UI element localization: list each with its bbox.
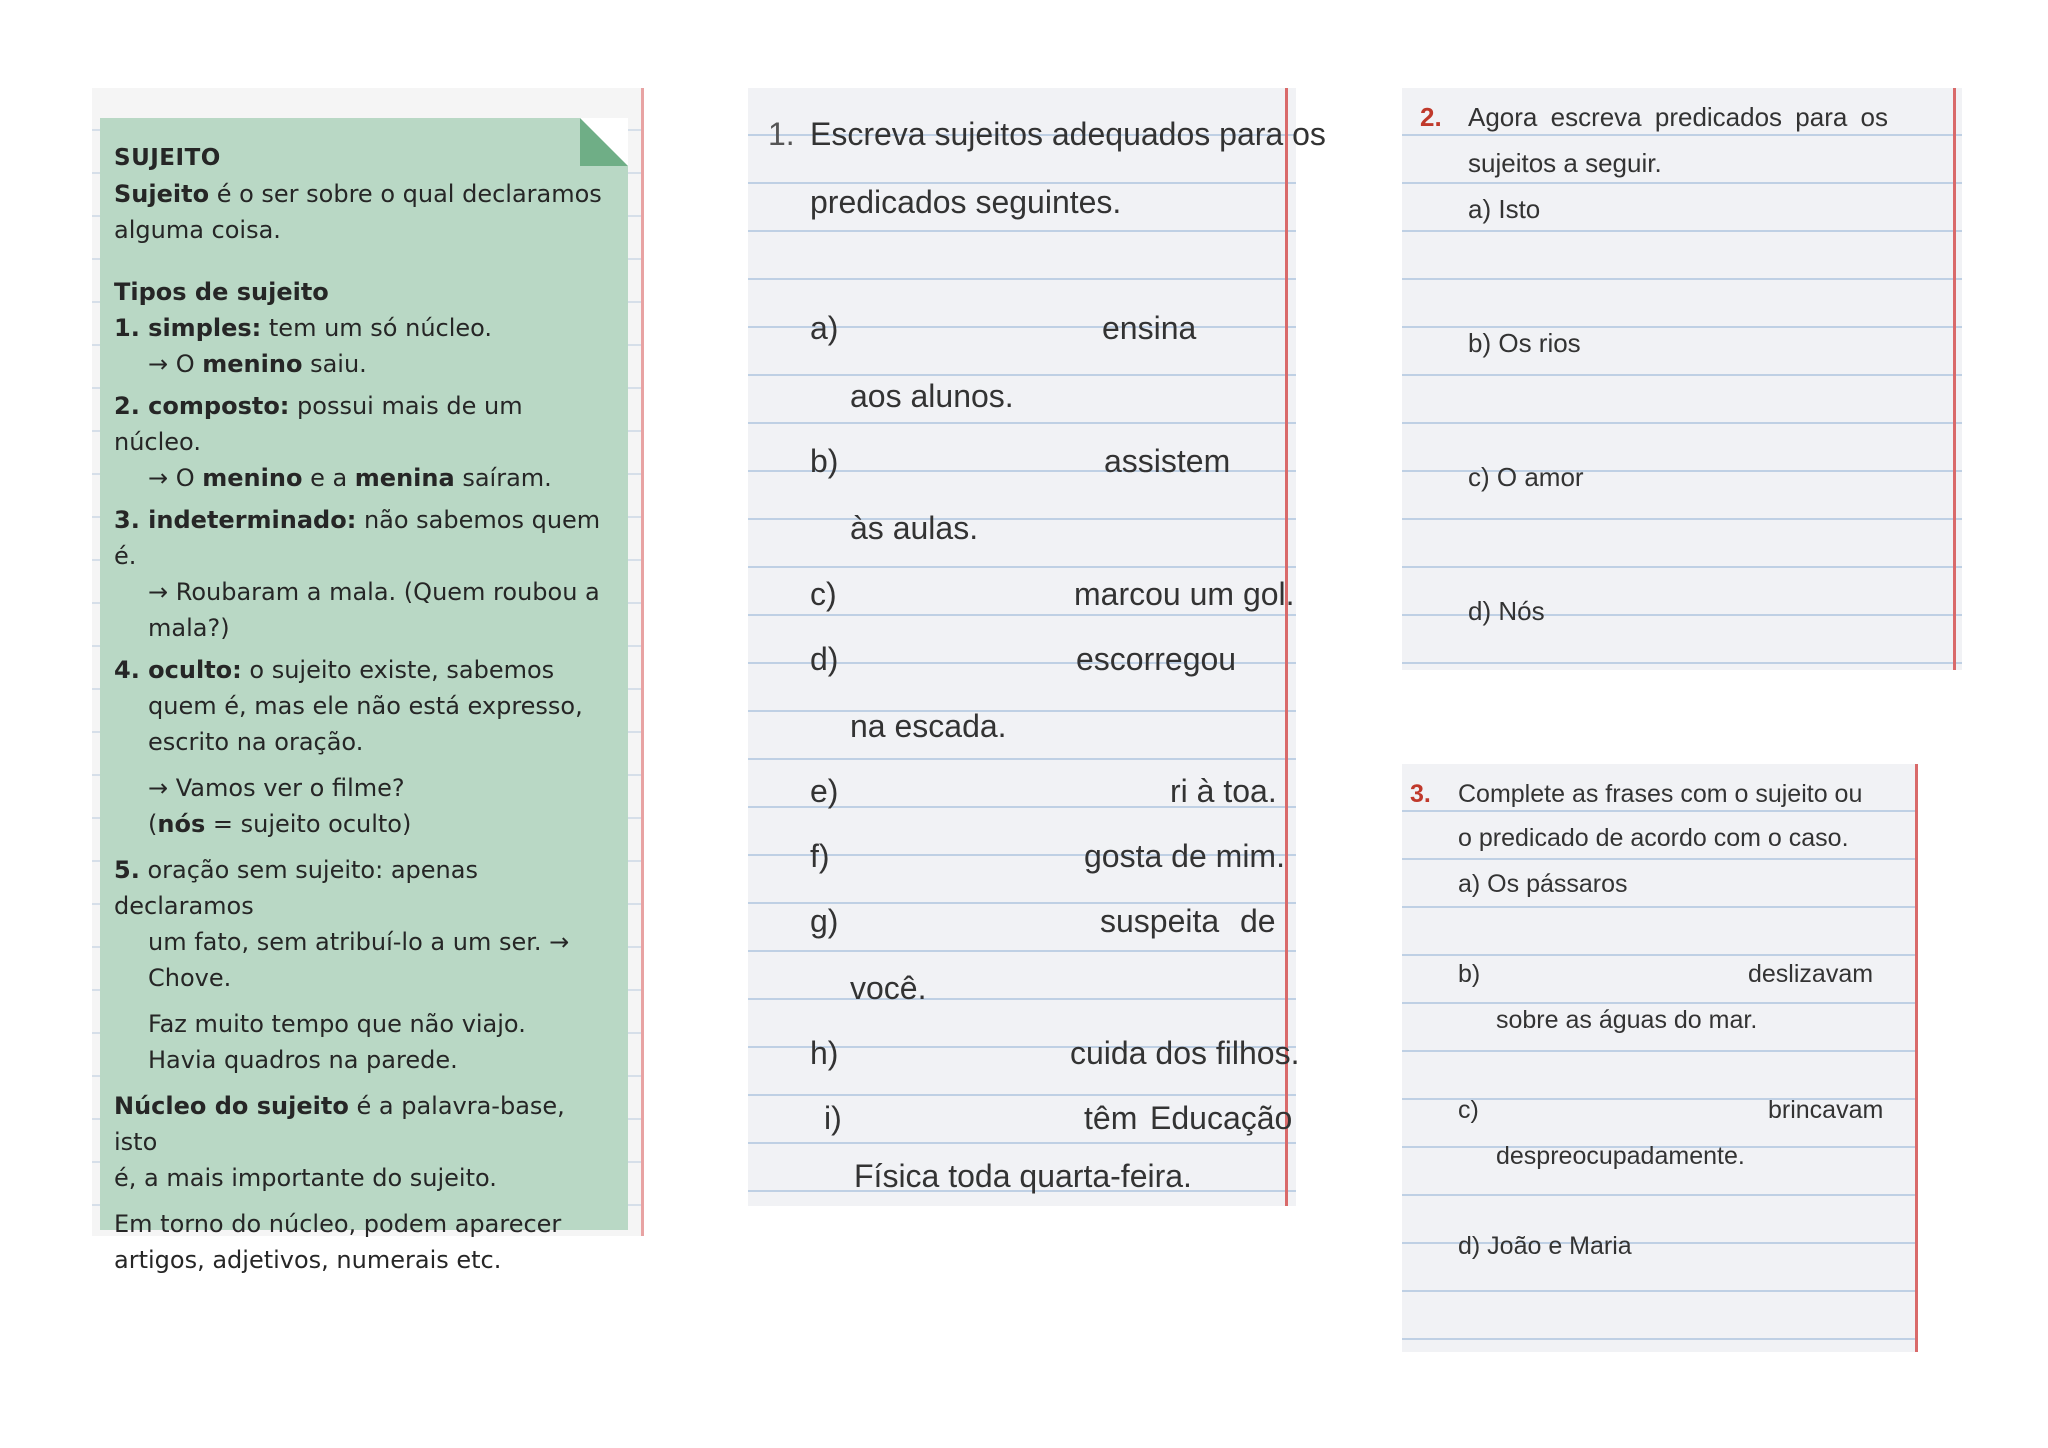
type-example: Faz muito tempo que não viajo. [148,1010,526,1038]
type-number: 3. indeterminado: [114,506,357,534]
item-text: ri à toa. [1170,773,1277,809]
item-label: b) [810,443,839,479]
item-continuation: despreocupadamente. [1496,1142,1745,1170]
type-composto [114,388,612,496]
item-label: c) [810,576,837,612]
type-note: (nós = sujeito oculto) [148,810,412,838]
instruction-line: o predicado de acordo com o caso. [1458,824,1849,852]
item-label: h) [810,1035,839,1071]
around-nucleus: Em torno do núcleo, podem aparecer artigos, adjetivos, numerais etc. [114,1210,562,1274]
definition-text: é o ser sobre o qual declaramos alguma coisa. [114,180,602,244]
item-text: marcou um gol. [1074,576,1295,612]
item-label: b) [1458,960,1481,988]
item-text: cuida dos filhos. [1070,1035,1300,1071]
theory-card [92,88,644,1274]
type-number: 2. composto: [114,392,290,420]
type-oculto [114,652,612,842]
nucleus-term: Núcleo do sujeito [114,1092,349,1120]
type-indeterminado [114,502,612,646]
type-example: → O menino e a menina saíram. [148,464,552,492]
type-simples [114,310,612,382]
type-number: 1. simples: [114,314,262,342]
item-continuation: você. [850,970,927,1006]
type-text-line: Chove. [148,964,232,992]
definition [114,176,612,248]
item-text: escorregou [1076,641,1237,677]
nucleus-definition: Núcleo do sujeito é a palavra-base, isto é, a mais importante do sujeito. [114,1092,565,1192]
item-d: d) João e Maria [1458,1232,1632,1260]
item-label: i) [824,1100,842,1136]
exercise-1-card [748,88,1326,1206]
item-label: a) [810,310,839,346]
folded-corner [580,118,628,166]
instruction-line: predicados seguintes. [810,184,1122,220]
item-label: c) [1458,1096,1479,1124]
types-heading: Tipos de sujeito [114,278,329,306]
type-example-cont: mala?) [148,614,230,642]
item-text: deslizavam [1748,960,1874,988]
item-text: têm [1084,1100,1138,1136]
item-a: a) Os pássaros [1458,870,1628,898]
type-text: possui mais de um núcleo. [114,392,523,456]
item-label: e) [810,773,839,809]
item-label: g) [810,903,839,939]
instruction-line: sujeitos a seguir. [1468,148,1662,178]
item-c: c) O amor [1468,462,1584,492]
type-text: tem um só núcleo. [261,314,493,342]
item-text: suspeita [1100,903,1220,939]
item-a: a) Isto [1468,194,1541,224]
exercise-number: 2. [1420,102,1442,132]
exercise-number: 1. [768,116,795,152]
exercise-number: 3. [1410,780,1431,808]
item-text: ensina [1102,310,1197,346]
instruction-line: Escreva sujeitos adequados para os [810,116,1326,152]
item-d: d) Nós [1468,596,1545,626]
item-continuation: sobre as águas do mar. [1496,1006,1758,1034]
item-text: assistem [1104,443,1231,479]
item-text: brincavam [1768,1096,1884,1124]
item-b: b) Os rios [1468,328,1581,358]
type-example: → Roubaram a mala. (Quem roubou a [148,578,600,606]
type-text: o sujeito existe, sabemos [241,656,555,684]
type-example: Havia quadros na parede. [148,1046,458,1074]
type-number: 4. oculto: [114,656,242,684]
type-text-line: quem é, mas ele não está expresso, [148,692,583,720]
item-label: d) [810,641,839,677]
item-text: Educação [1150,1100,1293,1136]
item-continuation: aos alunos. [850,378,1014,414]
item-continuation: Física toda quarta-feira. [854,1158,1192,1194]
item-text: gosta de mim. [1084,838,1285,874]
item-text: de [1240,903,1276,939]
type-text-line: escrito na oração. [148,728,364,756]
sujeito-note [100,118,628,1274]
definition-term: Sujeito [114,180,210,208]
type-number: 5. [114,856,140,884]
instruction-line: Agora escreva predicados para os [1468,102,1889,132]
type-text: oração sem sujeito: apenas declaramos [114,856,478,920]
instruction-line: Complete as frases com o sujeito ou [1458,780,1863,808]
margin-line [1953,88,1956,670]
note-heading: SUJEITO [114,145,221,171]
margin-line [1915,764,1918,1352]
type-example: → O menino saiu. [148,350,367,378]
type-example: → Vamos ver o filme? [148,774,405,802]
type-sem-sujeito [114,852,612,1078]
item-continuation: na escada. [850,708,1007,744]
margin-line [641,88,644,1236]
exercise-2-card [1402,88,1962,670]
item-continuation: às aulas. [850,510,979,546]
item-label: f) [810,838,830,874]
type-text: não sabemos quem é. [114,506,601,570]
exercise-3-card [1402,764,1918,1352]
type-text-line: um fato, sem atribuí-lo a um ser. → [148,928,570,956]
